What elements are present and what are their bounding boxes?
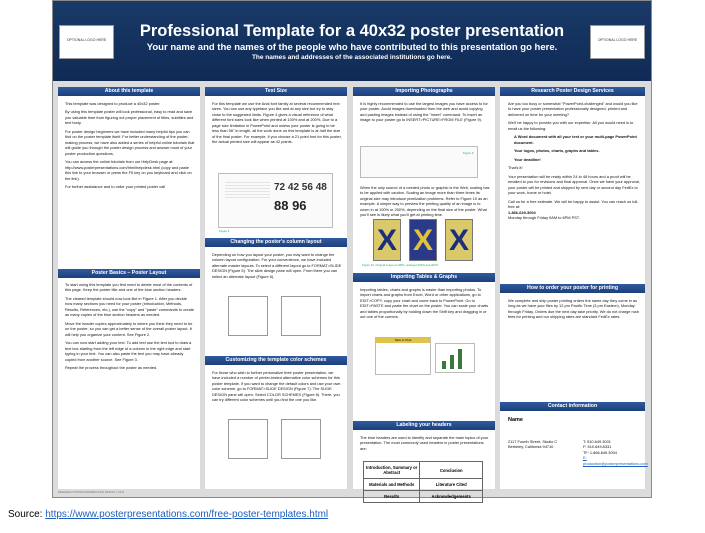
photo-sample-400: X xyxy=(445,219,473,261)
poster-institutions: The names and addresses of the associated institutions go here. xyxy=(251,54,453,61)
tables-text: Importing tables, charts and graphs is easier than importing photos. To import charts and graphs from Excel, Word or other applications, go to EDIT>COPY, copy your chart and come back to PowerPoint. Go to EDIT>PASTE and paste the chart on the poster. You can scale your charts and tables proportionally by holding down the Shift key and dragging in or out one of the corners. xyxy=(360,287,489,320)
photo-sample-100: X xyxy=(373,219,401,261)
source-line xyxy=(8,509,328,520)
header-labels-table: Introduction, Summary or Abstract Conclusion Materials and Methods Literature Cited Results Acknowledgements xyxy=(363,461,483,503)
figure-9-caption: Figure 9 xyxy=(463,151,474,155)
bullet-2: Your logos, photos, charts, graphs and tables. xyxy=(514,148,600,154)
figure-10-caption: Figure 10. Original image at 100%, enlarged 200% and 400% xyxy=(362,263,439,267)
chart-figure xyxy=(435,343,475,373)
chart-bar xyxy=(458,349,462,369)
figure-8-thumbnail xyxy=(281,419,321,459)
research-text: Are you too busy or somewhat "PowerPoint-challenged" and would you like to have your poster presentation professionally designed, printed and delivered on time for your meeting? We'll be happy to provide you with our expertise. All you would need is to email us the following: A Word document with all your text or your multi-page PowerPoint document. Your logos, photos, charts, graphs and tables. Your deadline! That's it! Your presentation will be ready within 24 to 48 hours and a proof will be emailed to you for revisions and final approval. Once we have your approval, your poster will be printed and shipped by next day or second day FedEx to your work, home or hotel. Call us for a free estimate. We will be happy to assist. You can reach us toll-free at: 1-866-649-3004 Monday through Friday 9AM to 6PM PST. xyxy=(508,101,640,220)
photo-sample-200: X xyxy=(409,219,437,261)
chart-bar xyxy=(442,361,446,369)
logo-right: OPTIONAL LOGO HERE xyxy=(590,25,645,59)
poster-title: Professional Template for a 40x32 poster presentation xyxy=(139,22,565,40)
figure-6-thumbnail xyxy=(281,296,321,336)
labels-text: The blue headers are used to identify and separate the main topics of your presentation. The most commonly used headers in poster presentations are: xyxy=(360,435,489,451)
font-size-sample-1: 72 42 56 48 xyxy=(274,182,327,193)
chart-bar xyxy=(450,355,454,369)
section-header-labels: Labeling your headers xyxy=(353,421,495,430)
order-text: We complete and ship poster printing orders the same day they come in as long as we have your files by 12 pm Pacific Time (3 pm Eastern), Monday through Friday. Orders due the next day take priority. We do not charge rush fees for printing and our shipping rates are standard FedEx rates. xyxy=(508,298,640,320)
figure-4-caption: Figure 4 xyxy=(219,229,230,233)
poster xyxy=(52,0,652,498)
textsize-text: For this template we use the Arial font family at several recommended text sizes. You can use any typeface you like and at any size but try to stay close to the suggested limits. Figure 4 gives a visual reference of what different font sizes look like when printed at 100% and at 200%. Due to a page size limitation in PowerPoint and unless your poster is going to be less than 56" in length, all the work done on this template is at half the size of the final poster. For example, if you choose a 21 point font for this poster, the actual printed size will appear as 42 points. xyxy=(212,101,342,145)
poster-header xyxy=(53,1,651,81)
figure-4-font-sizes xyxy=(218,173,333,228)
contact-name: Name xyxy=(508,417,523,423)
photos-text-1: It is highly recommended to use the largest images you have access to for your poster. Avoid images downloaded from the web and avoid copying and pasting images instead of using the "insert" command. To insert an image to your poster go to INSERT>PICTURE>FROM FILE (Figure 9). xyxy=(360,101,488,123)
figure-7-thumbnail xyxy=(228,419,268,459)
contact-email-link[interactable]: E: production@posterpresentations.com xyxy=(583,455,648,466)
colors-text: For those who wish to further personalize their poster presentation, we have included a number of printer-tested alternative color schemes for this poster template. If you want to change the default colors and use your own color scheme, go to FORMAT>SLIDE DESIGN (Figure 7). The SLIDE DESIGN pane will open. Select COLOR SCHEMES (Figure 8). There, you can try different color schemes until you find the one you like. xyxy=(212,370,341,403)
about-text: This template was designed to produce a 40x32 poster. By using this template poster will look professional, easy to read and save you valuable time from figuring out proper placement of titles, subtitles and text body. For poster design beginners we have included many helpful tips you can find on the poster template itself. For better understanding of the poster-making process, we have also added a series of helpful online tutorials that will guide you through the poster design process and answer most of your poster production questions. You can access the online tutorials from our HelpDesk page at: http://www.posterpresentations.com/html/helpdesk.html (copy and paste this link to your browser or press the F5 key on you keyboard and click on the link). For further assistance and to order your printed poster call xyxy=(65,101,195,190)
contact-phones: T: 510.649.3001 F: 510.649.8331 TF: 1.866.649.3004 E: production@posterpresentations.com xyxy=(583,439,648,466)
section-header-photos: Importing Photographs xyxy=(353,87,495,96)
contact-address: 2117 Fourth Street, Studio C Berkeley, California 94710 xyxy=(508,439,558,450)
logo-left: OPTIONAL LOGO HERE xyxy=(59,25,114,59)
font-size-sample-2: 88 96 xyxy=(274,198,307,213)
source-link[interactable]: https://www.posterpresentations.com/free-poster-templates.html xyxy=(45,509,329,520)
phone-number: 1-866-649-3004 xyxy=(508,209,536,215)
section-header-basics: Poster Basics – Poster Layout xyxy=(58,269,200,278)
source-label: Source: xyxy=(8,509,43,520)
table-figure xyxy=(375,337,431,375)
poster-subtitle: Your name and the names of the people who have contributed to this presentation go here. xyxy=(146,42,558,53)
section-header-about: About this template xyxy=(58,87,200,96)
basics-text: To start using this template you first need to delete most of the contents of this page. Keep the poster title and one of the blue section headers. The cleared template should now look like in Figure 1. After you decide how many sections you need for your poster (introduction, Methods, Results, References, etc.), use the "copy" and "paste" commands to create as many copies of the blue section headers as needed. Move the header copies approximately to where you think they need to be on the poster, so you can get a better sense of the overall poster layout. It will help you organize your content. See Figure 2. You can now start adding your text. To add text use the text tool to draw a text box starting from the left edge of a column to the right edge and start typing in your text. You can also paste the text you may have already copied from another source. See Figure 3. Repeat the process throughout the poster as needed. xyxy=(65,282,195,371)
bullet-3: Your deadline! xyxy=(514,156,541,162)
section-header-research: Research Poster Design Services xyxy=(500,87,645,96)
bullet-1: A Word document with all your text or your multi-page PowerPoint document. xyxy=(514,134,637,145)
section-header-layout: Changing the poster's column layout xyxy=(205,238,347,247)
figure-9-screenshot xyxy=(360,146,478,178)
section-header-tables: Importing Tables & Graphs xyxy=(353,273,495,282)
photos-text-2: When the only source of a needed photo or graphic is the Web, scaling has to be applied with caution. Scaling an image more than three times its original size may introduce pixelization problems. Refer to Figure 10 as an example. A simple way to preview the printing quality of an image is to zoom in at 100% or 200%, depending on the final size of the poster. What you'll see is likely what you'll get at printing time. xyxy=(360,185,490,218)
figure-5-thumbnail xyxy=(228,296,268,336)
section-header-colors: Customizing the template color schemes xyxy=(205,356,347,365)
section-header-contact: Contact information xyxy=(500,402,645,411)
section-header-textsize: Text Size xyxy=(205,87,347,96)
section-header-order: How to order your poster for printing xyxy=(500,284,645,293)
footer-note: RESEARCH POSTER PRESENTATION DESIGN © 2012 xyxy=(58,491,125,494)
table-title: Table & Chart xyxy=(376,338,430,343)
layout-text: Depending on how you layout your poster, you may want to change the column layout configuration. For your convenience, we have included alternate master layouts. To select a different layout go to FORMAT>SLIDE DESIGN (Figure 5). The slide design pane will open. From there you can select an alternate layout (Figure 6). xyxy=(212,252,342,279)
